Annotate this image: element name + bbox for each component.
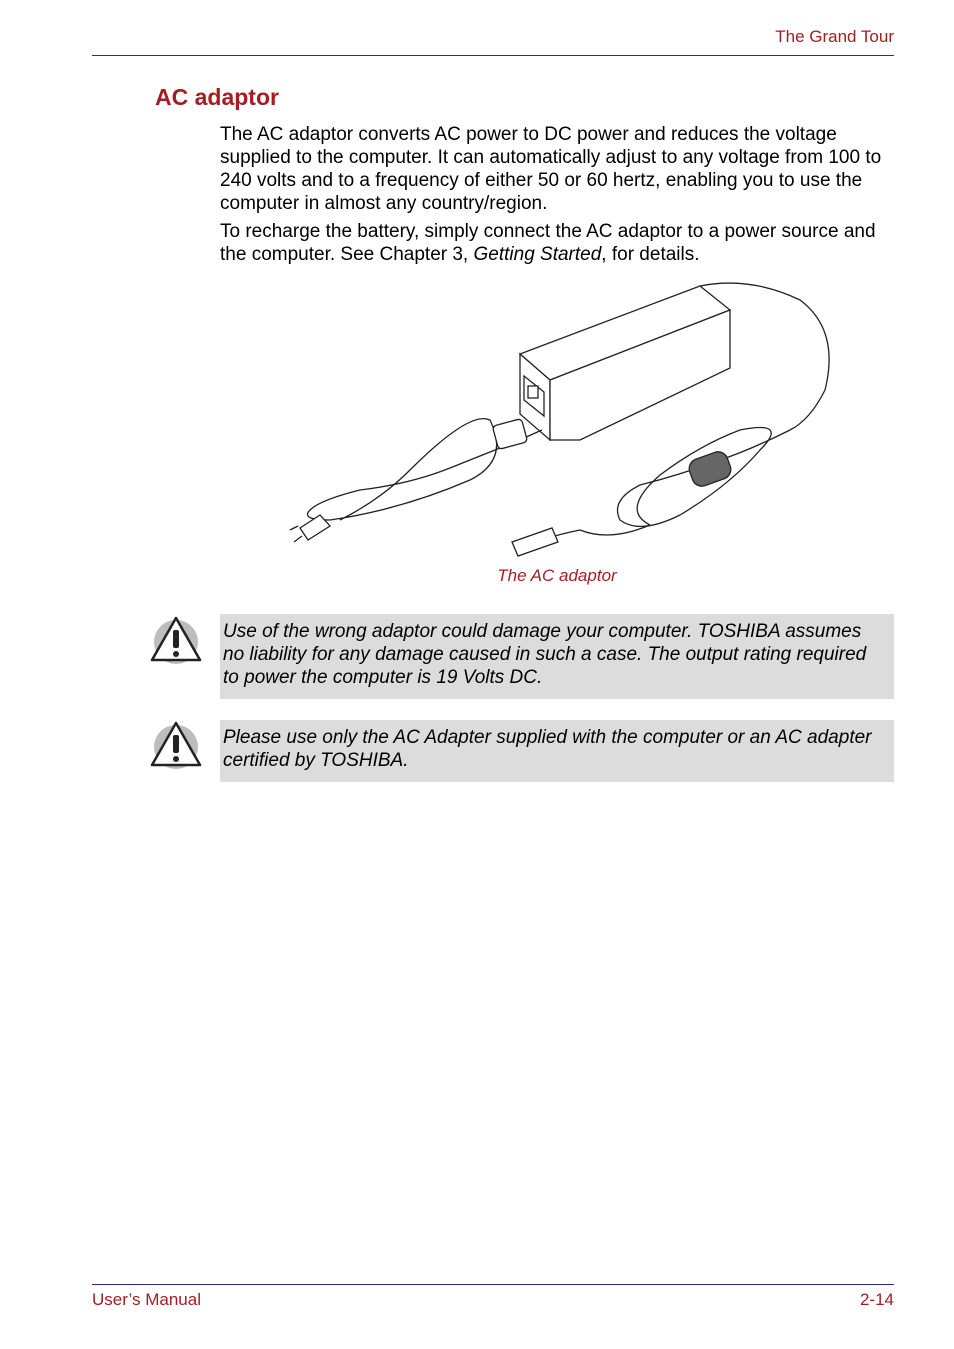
caution-note: Please use only the AC Adapter supplied with the computer or an AC adapter certified by TOSHIBA.	[220, 720, 894, 782]
figure-caption: The AC adaptor	[497, 566, 617, 585]
chapter-title: The Grand Tour	[775, 27, 894, 46]
header-rule	[92, 55, 894, 56]
chapter-reference: Getting Started	[473, 244, 602, 265]
manual-title: User’s Manual	[92, 1290, 201, 1309]
page-number: 2-14	[859, 1290, 894, 1309]
paragraph-text: To recharge the battery, simply connect the AC adaptor to a power source and the computer. See Chapter 3,	[220, 221, 876, 265]
section-title: AC adaptor	[155, 84, 279, 110]
caution-icon	[150, 614, 202, 666]
ac-adaptor-illustration	[280, 280, 840, 570]
caution-icon	[150, 719, 202, 771]
body-paragraph: The AC adaptor converts AC power to DC power and reduces the voltage supplied to the computer. It can automatically adjust to any voltage from 100 to 240 volts and to a frequency of either 50 or 60 hertz, enabling you to use the computer in almost any country/region.	[220, 124, 882, 214]
body-paragraph	[220, 220, 900, 266]
paragraph-text: , for details.	[601, 244, 700, 265]
caution-note: Use of the wrong adaptor could damage your computer. TOSHIBA assumes no liability for any damage caused in such a case. The output rating required to power the computer is 19 Volts DC.	[220, 614, 894, 699]
footer-rule	[92, 1284, 894, 1285]
